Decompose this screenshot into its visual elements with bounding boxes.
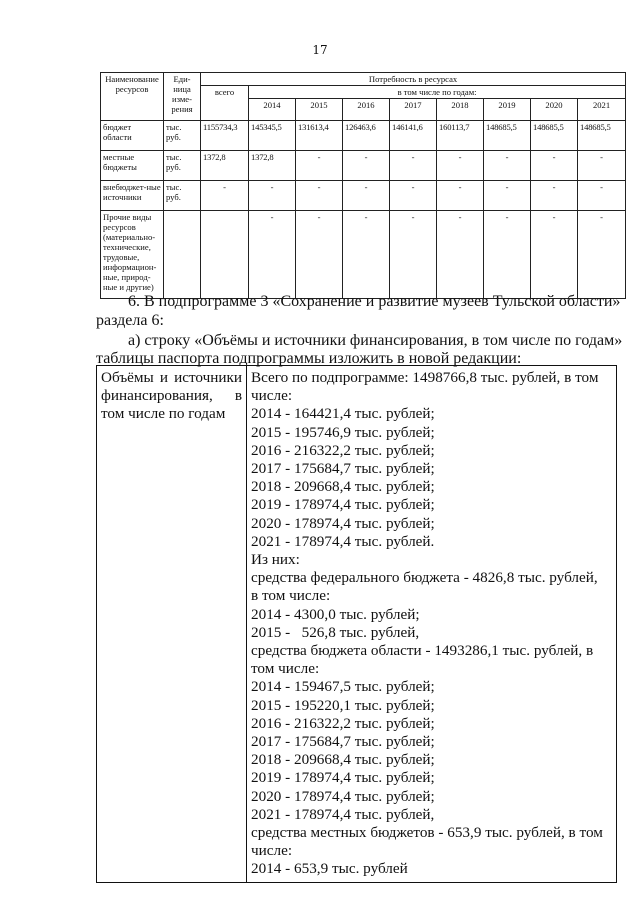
finance-line: 2015 - 195220,1 тыс. рублей; — [251, 696, 435, 714]
finance-line: 2020 - 178974,4 тыс. рублей; — [251, 787, 435, 805]
resource-value: - — [531, 211, 578, 299]
finance-line: 2018 - 209668,4 тыс. рублей; — [251, 751, 435, 769]
resources-table — [100, 72, 626, 299]
resource-value: - — [249, 181, 296, 211]
resource-value: 148685,5 — [578, 121, 626, 151]
resource-unit — [164, 211, 201, 299]
finance-label-cell — [97, 366, 247, 883]
resource-value: 148685,5 — [531, 121, 578, 151]
resource-value: - — [296, 181, 343, 211]
resource-name: местные бюджеты — [101, 151, 164, 181]
paragraph-a-line2: таблицы паспорта подпрограммы изложить в новой редакции: — [96, 350, 522, 367]
resource-total: - — [201, 181, 249, 211]
finance-line: средства бюджета области - 1493286,1 тыс. рублей, в — [251, 642, 594, 660]
finance-line: средства федерального бюджета - 4826,8 тыс. рублей, — [251, 569, 598, 587]
resource-value: - — [437, 151, 484, 181]
resource-total — [201, 211, 249, 299]
resource-value: - — [343, 181, 390, 211]
resource-value: - — [484, 151, 531, 181]
resource-value: 131613,4 — [296, 121, 343, 151]
header-total: всего — [201, 86, 249, 121]
finance-line: 2016 - 216322,2 тыс. рублей; — [251, 714, 435, 732]
finance-line: 2021 - 178974,4 тыс. рублей, — [251, 805, 435, 823]
finance-line: 2018 - 209668,4 тыс. рублей; — [251, 478, 435, 496]
finance-line: 2017 - 175684,7 тыс. рублей; — [251, 733, 435, 751]
resource-value: - — [390, 211, 437, 299]
header-resource-name: Наименование ресурсов — [101, 73, 164, 121]
resource-value: - — [437, 181, 484, 211]
header-year: 2020 — [531, 99, 578, 121]
header-year: 2016 — [343, 99, 390, 121]
paragraph-a-line1: а) строку «Объёмы и источники финансирования, в том числе по годам» — [128, 332, 623, 349]
resource-name: Прочие виды ресурсов (материально-технические, трудовые, информацион-ные, природ-ные и другие) — [101, 211, 164, 299]
resource-value: - — [578, 151, 626, 181]
resource-value: 145345,5 — [249, 121, 296, 151]
table-row — [101, 181, 626, 211]
finance-line: Из них: — [251, 551, 300, 569]
resource-value: - — [343, 211, 390, 299]
resource-value: 148685,5 — [484, 121, 531, 151]
finance-line: 2015 - 195746,9 тыс. рублей; — [251, 423, 435, 441]
finance-line: числе: — [251, 387, 293, 405]
resource-value: - — [578, 181, 626, 211]
resource-value: - — [296, 211, 343, 299]
header-need: Потребность в ресурсах — [201, 73, 626, 86]
table-row — [101, 211, 626, 299]
finance-line: числе: — [251, 842, 293, 860]
resource-value: - — [484, 181, 531, 211]
finance-label: Объёмы и источники финансирования, в том числе по годам — [101, 369, 242, 423]
header-year: 2017 — [390, 99, 437, 121]
finance-line: 2019 - 178974,4 тыс. рублей; — [251, 769, 435, 787]
header-year: 2014 — [249, 99, 296, 121]
header-year: 2015 — [296, 99, 343, 121]
resource-name: бюджет области — [101, 121, 164, 151]
resource-value: 160113,7 — [437, 121, 484, 151]
resource-value: - — [437, 211, 484, 299]
paragraph-6-line2: раздела 6: — [96, 312, 164, 329]
table-row — [101, 151, 626, 181]
resource-unit: тыс. руб. — [164, 151, 201, 181]
finance-line: 2019 - 178974,4 тыс. рублей; — [251, 496, 435, 514]
finance-line: 2015 - 526,8 тыс. рублей, — [251, 623, 420, 641]
resource-unit: тыс. руб. — [164, 121, 201, 151]
finance-line: 2014 - 653,9 тыс. рублей — [251, 860, 408, 878]
resource-value: - — [390, 181, 437, 211]
finance-line: 2016 - 216322,2 тыс. рублей; — [251, 441, 435, 459]
finance-line: Всего по подпрограмме: 1498766,8 тыс. рублей, в том — [251, 369, 599, 386]
resource-total: 1372,8 — [201, 151, 249, 181]
table-row — [101, 121, 626, 151]
resource-value: - — [296, 151, 343, 181]
resource-value: 126463,6 — [343, 121, 390, 151]
finance-line: в том числе: — [251, 587, 331, 605]
resource-unit: тыс. руб. — [164, 181, 201, 211]
paragraph-6-line1: 6. В подпрограмме 3 «Сохранение и развитие музеев Тульской области» — [128, 293, 621, 310]
resource-value: 146141,6 — [390, 121, 437, 151]
finance-line: 2014 - 4300,0 тыс. рублей; — [251, 605, 420, 623]
finance-line: 2017 - 175684,7 тыс. рублей; — [251, 460, 435, 478]
resource-value: - — [390, 151, 437, 181]
header-year: 2019 — [484, 99, 531, 121]
finance-line: 2014 - 164421,4 тыс. рублей; — [251, 405, 435, 423]
finance-line: 2020 - 178974,4 тыс. рублей; — [251, 514, 435, 532]
finance-line: средства местных бюджетов - 653,9 тыс. рублей, в том — [251, 824, 603, 842]
finance-line: том числе: — [251, 660, 320, 678]
page-number: 17 — [312, 43, 328, 57]
resource-value: - — [578, 211, 626, 299]
finance-table — [96, 365, 617, 883]
resource-value: 1372,8 — [249, 151, 296, 181]
header-year: 2018 — [437, 99, 484, 121]
resource-value: - — [531, 151, 578, 181]
resource-value: - — [531, 181, 578, 211]
resource-value: - — [249, 211, 296, 299]
resource-name: внебюджет-ные источники — [101, 181, 164, 211]
finance-line: 2014 - 159467,5 тыс. рублей; — [251, 678, 435, 696]
header-unit: Еди-ница изме-рения — [164, 73, 201, 121]
resource-value: - — [343, 151, 390, 181]
header-year: 2021 — [578, 99, 626, 121]
resource-total: 1155734,3 — [201, 121, 249, 151]
resource-value: - — [484, 211, 531, 299]
finance-values-cell — [247, 366, 617, 883]
finance-line: 2021 - 178974,4 тыс. рублей. — [251, 532, 435, 550]
header-by-years: в том числе по годам: — [249, 86, 626, 99]
